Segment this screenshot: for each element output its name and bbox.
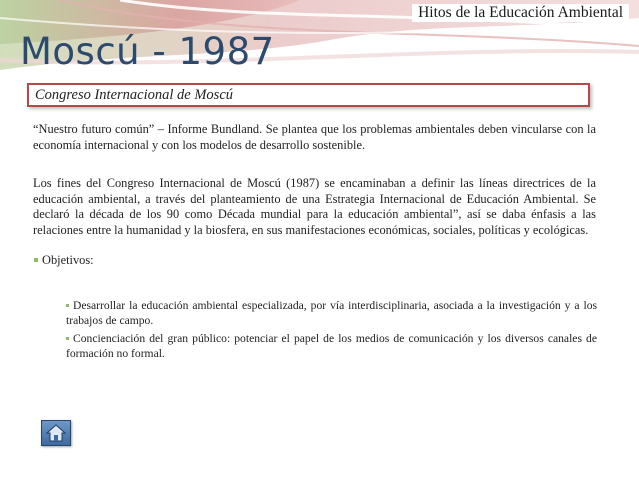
slide-title: Moscú - 1987 <box>20 30 275 73</box>
subtitle-text: Congreso Internacional de Moscú <box>35 87 234 103</box>
paragraph-fines: Los fines del Congreso Internacional de Moscú (1987) se encaminaban a definir las líneas directrices de la educación ambiental, a través del planteamiento de una Estrategia Internacional de Educación Ambiental. Se declaró la década de los 90 como Década mundial para la educación ambiental”, así se daba énfasis a las relaciones entre la humanidad y la biosfera, en sus manifestaciones económicas, sociales, políticas y ecológicas. <box>33 176 596 237</box>
home-button[interactable] <box>41 420 71 446</box>
objective-text: Concienciación del gran público: potenciar el papel de los medios de comunicación y los diversos canales de formación no formal. <box>66 332 597 360</box>
objective-item <box>66 298 597 328</box>
bullet-marker <box>34 258 38 262</box>
section-title: Hitos de la Educación Ambiental <box>412 4 629 22</box>
objectives-heading-text: Objetivos: <box>42 253 94 267</box>
objective-item <box>66 331 597 361</box>
home-icon <box>45 423 67 443</box>
paragraph-informe: “Nuestro futuro común” – Informe Bundland. Se plantea que los problemas ambientales deben vincularse con la economía internacional y con los modelos de desarrollo sostenible. <box>33 122 596 152</box>
objectives-heading <box>34 253 94 268</box>
bullet-marker <box>66 337 69 340</box>
objective-text: Desarrollar la educación ambiental especializada, por vía interdisciplinaria, asociada a la investigación y a los trabajos de campo. <box>66 299 597 327</box>
subtitle-box <box>27 83 590 107</box>
bullet-marker <box>66 304 69 307</box>
